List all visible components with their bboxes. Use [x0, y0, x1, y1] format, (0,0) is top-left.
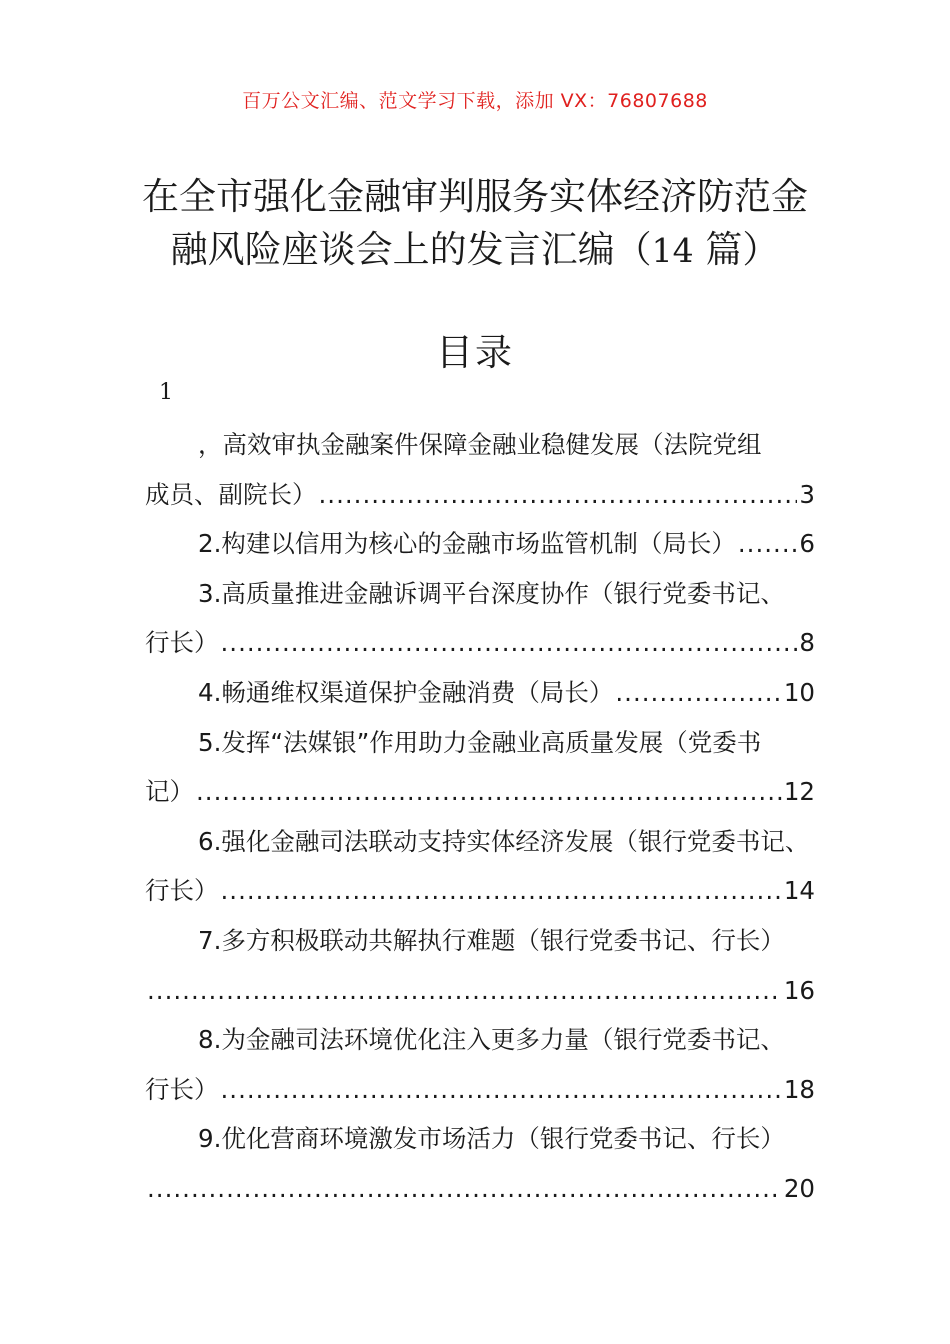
toc-heading: 目录 [436, 331, 514, 374]
toc-page-number: 12 [783, 777, 815, 807]
leader-dots [221, 1065, 782, 1115]
toc-entry-row [145, 668, 815, 718]
leader-dots [147, 1164, 782, 1214]
toc-entry-title: 5.发挥“法媒银”作用助力金融业高质量发展（党委书 [198, 727, 762, 757]
leader-dots [221, 618, 798, 668]
toc-entry-title: 9.优化营商环境激发市场活力（银行党委书记、行长） [198, 1124, 785, 1154]
toc-entry[interactable] [145, 519, 815, 569]
toc-entry-title: 6.强化金融司法联动支持实体经济发展（银行党委书记、 [198, 826, 810, 856]
toc-entry[interactable] [145, 718, 815, 817]
toc-entry[interactable] [145, 668, 815, 718]
toc-page-number: 18 [783, 1074, 815, 1104]
toc-entry-title-cont: 记） [145, 777, 194, 807]
toc-entry[interactable] [145, 916, 815, 1015]
toc-entry-title: ，高效审执金融案件保障金融业稳健发展（法院党组 [198, 430, 762, 459]
toc-entry[interactable] [145, 1015, 815, 1114]
toc-entry[interactable] [145, 420, 815, 519]
toc-entry-continuation [145, 470, 815, 520]
title-line-2 [0, 223, 950, 277]
toc-entry-title-cont: 行长） [145, 628, 219, 658]
leader-dots [738, 519, 798, 569]
toc-entry[interactable] [145, 569, 815, 668]
header-banner: 百万公文汇编、范文学习下载，添加 VX：76807688 [242, 90, 708, 112]
toc-first-number: 1 [159, 380, 173, 405]
toc-entry-title-cont: 行长） [145, 876, 219, 906]
toc-page-number: 3 [799, 479, 815, 509]
toc-entry-continuation [145, 618, 815, 668]
toc-entry-title: 4.畅通维权渠道保护金融消费（局长） [198, 677, 614, 707]
toc-page-number: 8 [799, 628, 815, 658]
toc-page-number: 6 [799, 529, 815, 559]
toc-page-number: 14 [783, 876, 815, 906]
title-line-2-post: 篇） [693, 228, 780, 271]
toc-entry[interactable] [145, 1114, 815, 1213]
title-line-1: 在全市强化金融审判服务实体经济防范金 [142, 175, 808, 218]
toc-entry-continuation [145, 866, 815, 916]
toc-entry-row [145, 519, 815, 569]
toc-entry-title-cont: 行长） [145, 1074, 219, 1104]
toc-entry-title-cont: 成员、副院长） [145, 479, 317, 509]
title-count: 14 [651, 231, 694, 270]
toc-entry[interactable] [145, 817, 815, 916]
toc-entry-continuation [145, 767, 815, 817]
toc-entry-continuation [145, 1164, 815, 1214]
leader-dots [147, 966, 782, 1016]
toc-page-number: 10 [783, 677, 815, 707]
toc-entry-title: 3.高质量推进金融诉调平台深度协作（银行党委书记、 [198, 578, 785, 608]
leader-dots [196, 767, 782, 817]
toc-entry-title: 7.多方积极联动共解执行难题（银行党委书记、行长） [198, 925, 785, 955]
toc-entry-continuation [145, 1065, 815, 1115]
leader-dots [221, 866, 782, 916]
toc-entry-title: 8.为金融司法环境优化注入更多力量（银行党委书记、 [198, 1025, 785, 1055]
toc-entry-continuation [145, 966, 815, 1016]
toc-entry-title: 2.构建以信用为核心的金融市场监管机制（局长） [198, 529, 736, 559]
toc-page-number: 16 [783, 975, 815, 1005]
document-title [0, 170, 950, 277]
title-line-2-pre: 融风险座谈会上的发言汇编（ [170, 228, 652, 271]
leader-dots [615, 668, 781, 718]
table-of-contents [145, 420, 815, 1214]
leader-dots [319, 470, 798, 520]
toc-page-number: 20 [783, 1173, 815, 1203]
